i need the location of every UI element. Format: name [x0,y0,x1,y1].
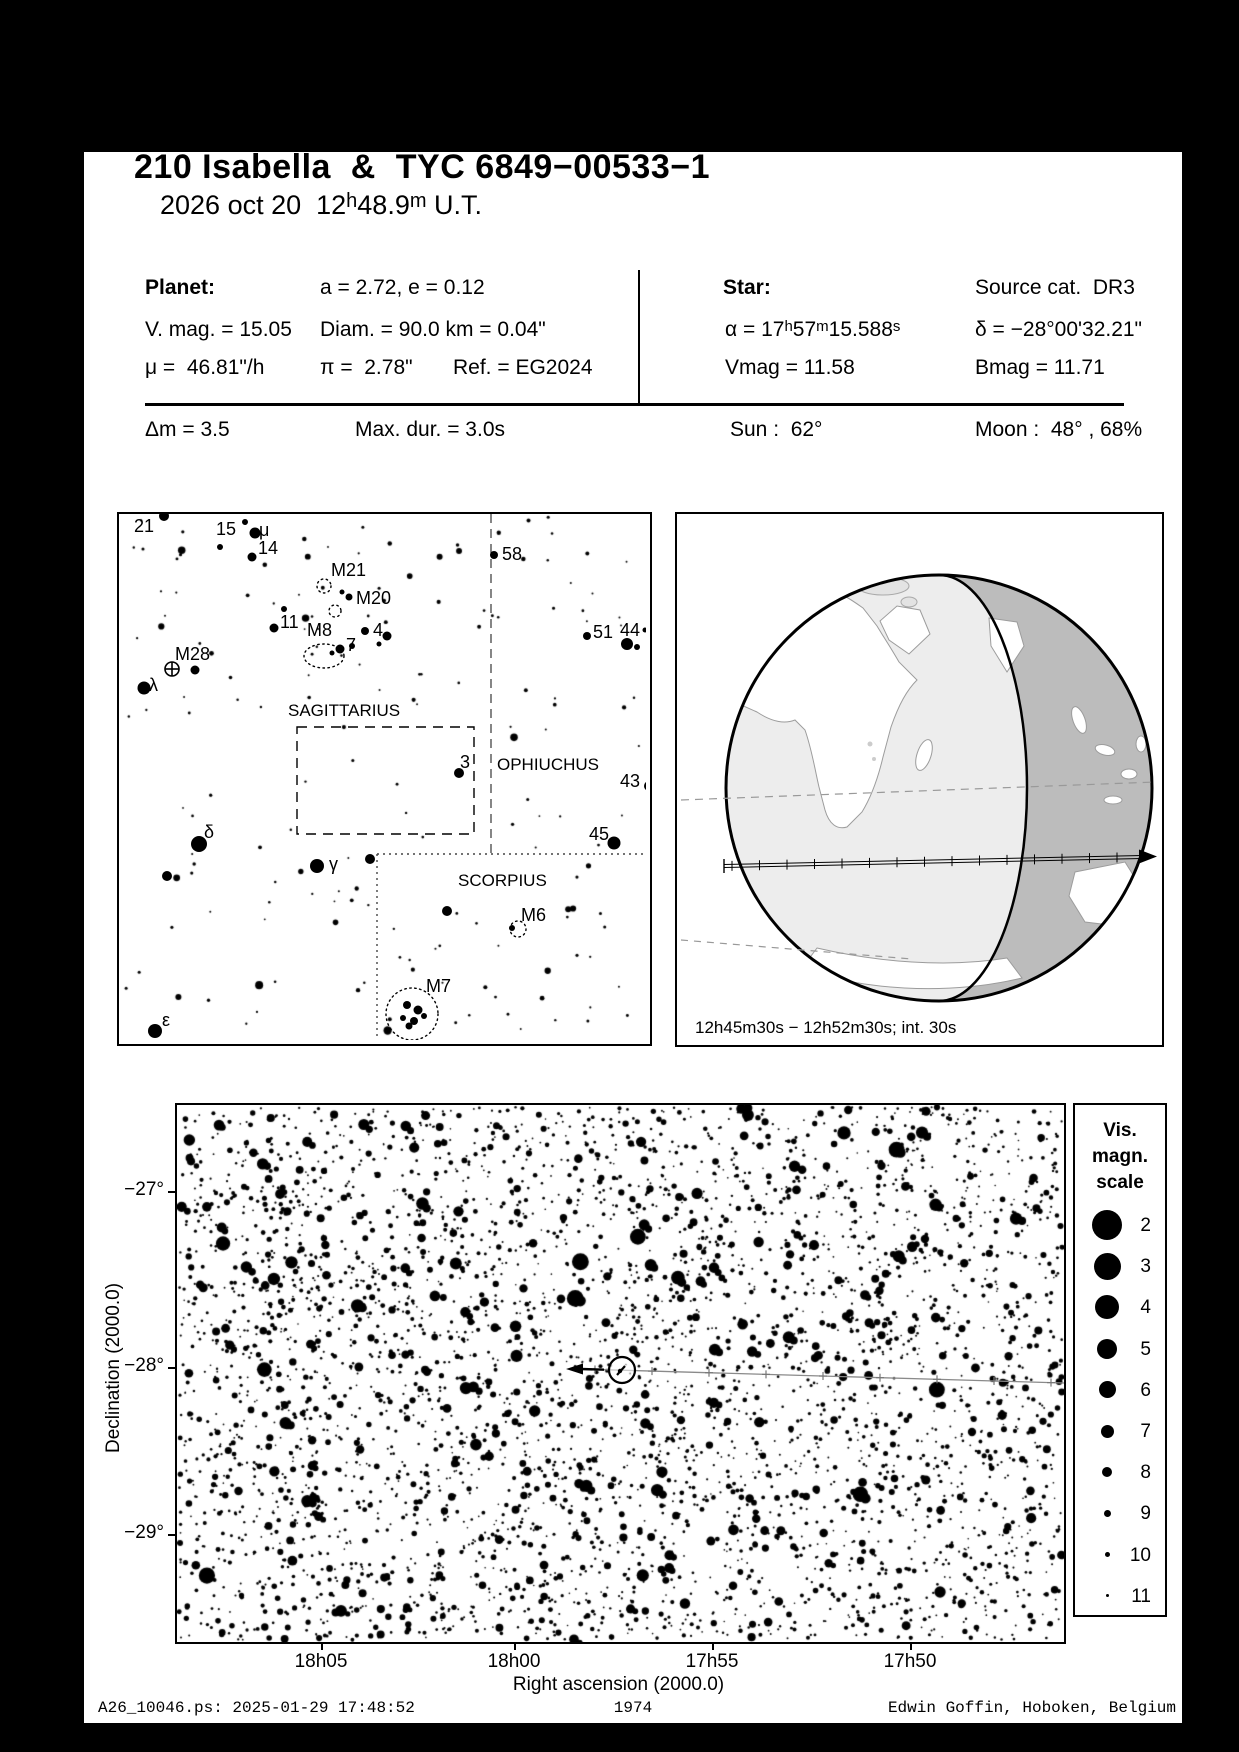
legend-magnitude-dot [1101,1425,1114,1438]
path-arrow-icon [566,1364,583,1375]
finder-label: 14 [258,538,279,558]
legend-magnitude-dot [1099,1381,1116,1398]
finder-label: 51 [593,622,614,642]
y-tick-label: −27° [124,1179,164,1200]
star-section-label: Star: [723,276,771,299]
lake [868,742,873,747]
europe-landmass [786,579,818,593]
legend-magnitude-value: 2 [1140,1215,1151,1236]
star-right-ascension: $\alpha = 17^h57^m15.588^s$ [725,318,901,341]
footer-author: Edwin Goffin, Hoboken, Belgium [887,1699,1176,1717]
legend-title-line: magn. [1092,1146,1148,1167]
finder-label: SCORPIUS [458,871,547,890]
table-divider [638,270,640,405]
magnitude-drop: Δm = 3.5 [145,418,230,441]
y-tick-mark [168,1191,176,1193]
path-interval-ticks [591,1365,1055,1386]
star-declination: δ = −28°00'32.21" [975,318,1143,341]
legend-magnitude-value: 4 [1140,1297,1151,1319]
date-minutes: 48.9 [357,190,410,220]
target-star-marker [609,1357,635,1383]
table-rule [145,403,1124,406]
path-arrow-icon [1139,850,1157,864]
legend-magnitude-value: 6 [1140,1379,1151,1401]
lake [872,757,876,761]
x-tick-mark [712,1642,714,1650]
star-source-catalog: Source cat. DR3 [975,276,1135,299]
legend-magnitude-dot [1095,1295,1119,1319]
x-axis-title: Right ascension (2000.0) [512,1674,725,1695]
legend-title-line: scale [1096,1172,1144,1193]
finder-label: M7 [426,976,452,996]
finder-chart [117,512,652,1046]
y-tick-mark [168,1367,176,1369]
detail-chart [175,1103,1066,1644]
finder-label: 44 [620,620,641,640]
x-tick-label: 17h55 [685,1651,739,1672]
finder-label: 15 [216,519,237,539]
finder-label: M20 [356,588,392,608]
legend-magnitude-value: 10 [1129,1544,1151,1566]
finder-label: 7 [346,635,357,655]
borneo-island [1136,736,1146,752]
finder-label: 4 [373,620,384,640]
island [1121,769,1137,779]
legend-magnitude-dot [1102,1467,1112,1477]
event-datetime [160,190,482,221]
legend-magnitude-dot [1097,1339,1117,1359]
legend-title-line: Vis. [1103,1120,1137,1141]
legend-magnitude-dot [1105,1552,1110,1557]
finder-label: 21 [134,516,155,536]
planet-motion: μ = 46.81"/h [145,356,265,379]
x-tick-mark [514,1642,516,1650]
legend-magnitude-value: 5 [1140,1338,1151,1360]
earth-globe [677,514,1158,1041]
legend-magnitude-value: 8 [1140,1462,1151,1484]
finder-label: M21 [331,560,367,580]
finder-label: 58 [502,544,523,564]
finder-label: λ [149,675,158,695]
planet-orbit-elements: a = 2.72, e = 0.12 [320,276,485,299]
legend-magnitude-value: 11 [1131,1585,1151,1607]
island [1104,796,1122,804]
legend-magnitude-dot [1106,1594,1109,1597]
path-arrow-shaft [581,1369,604,1370]
planet-vmag: V. mag. = 15.05 [145,318,292,341]
moon-distance: Moon : 48° , 68% [975,418,1143,441]
x-tick-mark [910,1642,912,1650]
finder-label: 11 [280,612,299,632]
detail-overlay [177,1105,1064,1642]
finder-label: 3 [460,752,471,772]
legend-magnitude-value: 3 [1140,1256,1151,1278]
page-title: 210 Isabella & TYC 6849−00533−1 [134,148,711,186]
finder-label: ε [162,1010,171,1030]
planet-section-label: Planet: [145,276,216,299]
legend-magnitude-dot [1104,1510,1111,1517]
planet-diameter: Diam. = 90.0 km = 0.04" [320,318,546,341]
legend-magnitude-value: 7 [1140,1421,1151,1442]
finder-label: δ [204,822,215,842]
max-duration: Max. dur. = 3.0s [355,418,505,441]
finder-label: SAGITTARIUS [288,701,401,720]
planet-parallax: π = 2.78" [320,356,413,379]
path-time-caption: 12h45m30s − 12h52m30s; int. 30s [695,1018,957,1037]
planet-reference: Ref. = EG2024 [453,356,593,379]
date-text: 2026 oct 20 12 [160,190,347,220]
caspian-region [901,597,917,607]
footer-filename: A26_10046.ps: 2025-01-29 17:48:52 [98,1699,415,1717]
finder-label: M28 [175,644,211,664]
x-tick-label: 17h50 [883,1651,937,1672]
document-page [84,148,1182,1723]
hour-superscript: h [346,190,358,212]
date-suffix: U.T. [426,190,483,220]
finder-label: 45 [589,824,610,844]
magnitude-legend [1073,1103,1167,1617]
x-tick-mark [321,1642,323,1650]
finder-labels-layer [119,514,650,1044]
y-tick-label: −29° [124,1522,164,1543]
legend-magnitude-dot [1092,1210,1122,1240]
y-axis-title: Declination (2000.0) [103,1282,124,1454]
finder-label: M8 [307,620,333,640]
finder-label: OPHIUCHUS [497,755,600,774]
x-tick-label: 18h00 [487,1651,541,1672]
y-tick-mark [168,1534,176,1536]
minute-superscript: m [409,190,427,212]
star-bmag: Bmag = 11.71 [975,356,1105,379]
legend-magnitude-value: 9 [1140,1503,1151,1525]
legend-magnitude-dot [1094,1253,1121,1280]
finder-label: γ [329,854,338,874]
y-tick-label: −28° [124,1355,164,1376]
footer-page-number: 1974 [613,1699,653,1717]
finder-label: 43 [620,771,641,791]
sun-distance: Sun : 62° [730,418,823,441]
star-vmag: Vmag = 11.58 [725,356,855,379]
finder-label: μ [259,520,270,540]
x-tick-label: 18h05 [294,1651,348,1672]
globe-panel [675,512,1164,1047]
finder-label: M6 [521,905,547,925]
